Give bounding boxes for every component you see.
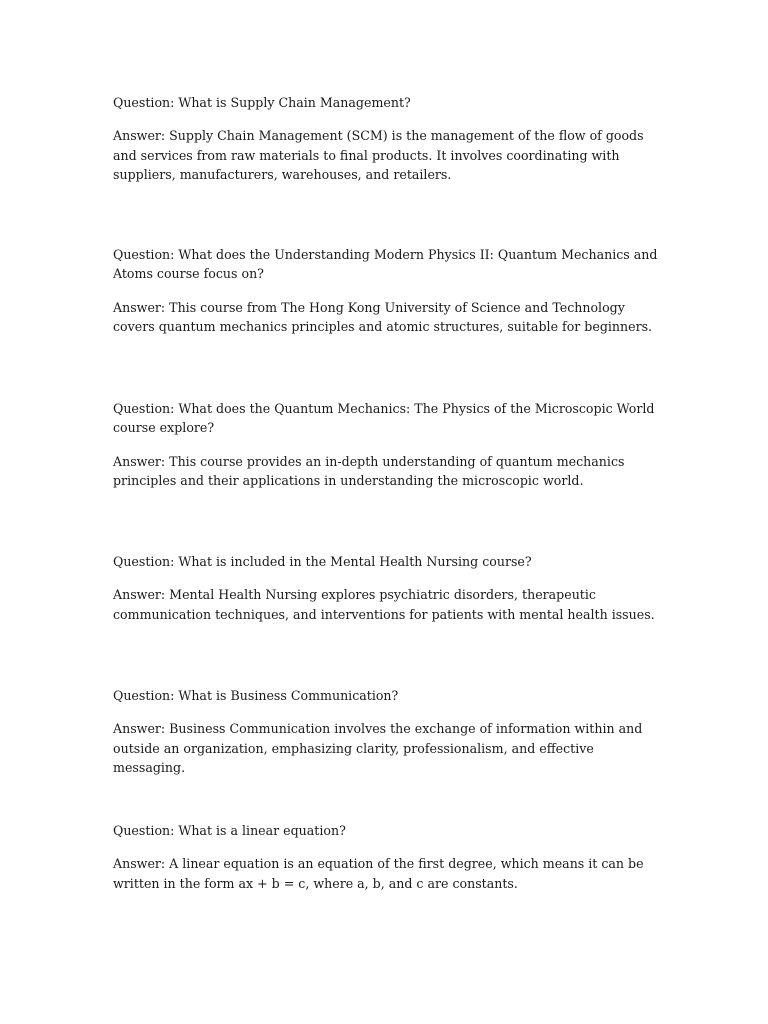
question-text: Question: What is Supply Chain Management?: [113, 95, 411, 110]
qa-block-quantum-mechanics: [113, 399, 658, 490]
answer-text: Answer: This course from The Hong Kong University of Science and Technology covers quantum mechanics principles and atomic structures, suitable for beginners.: [113, 299, 653, 334]
qa-block-business-communication: [113, 686, 658, 777]
question-text: Question: What is Business Communication?: [113, 688, 399, 703]
question-text: Question: What does the Quantum Mechanics: The Physics of the Microscopic World course explore?: [113, 401, 655, 436]
qa-block-linear-equation: [113, 821, 658, 893]
answer-text: Answer: A linear equation is an equation of the first degree, which means it can be written in the form ax + b = c, where a, b, and c are constants.: [113, 856, 644, 891]
question-text: Question: What is a linear equation?: [113, 823, 346, 838]
answer-text: Answer: Business Communication involves the exchange of information within and outside an organization, emphasizing clarity, professionalism, and effective messaging.: [113, 721, 643, 775]
question-text: Question: What is included in the Mental Health Nursing course?: [113, 554, 532, 569]
qa-block-supply-chain: [113, 93, 658, 184]
question-text: Question: What does the Understanding Modern Physics II: Quantum Mechanics and Atoms course focus on?: [113, 247, 658, 282]
answer-text: Answer: Supply Chain Management (SCM) is the management of the flow of goods and services from raw materials to final products. It involves coordinating with suppliers, manufacturers, warehouses, and retailers.: [113, 128, 644, 182]
answer-text: Answer: Mental Health Nursing explores psychiatric disorders, therapeutic communication techniques, and interventions for patients with mental health issues.: [113, 587, 655, 622]
qa-block-modern-physics: [113, 245, 658, 336]
answer-text: Answer: This course provides an in-depth understanding of quantum mechanics principles and their applications in understanding the microscopic world.: [113, 453, 625, 488]
qa-block-mental-health-nursing: [113, 552, 658, 624]
